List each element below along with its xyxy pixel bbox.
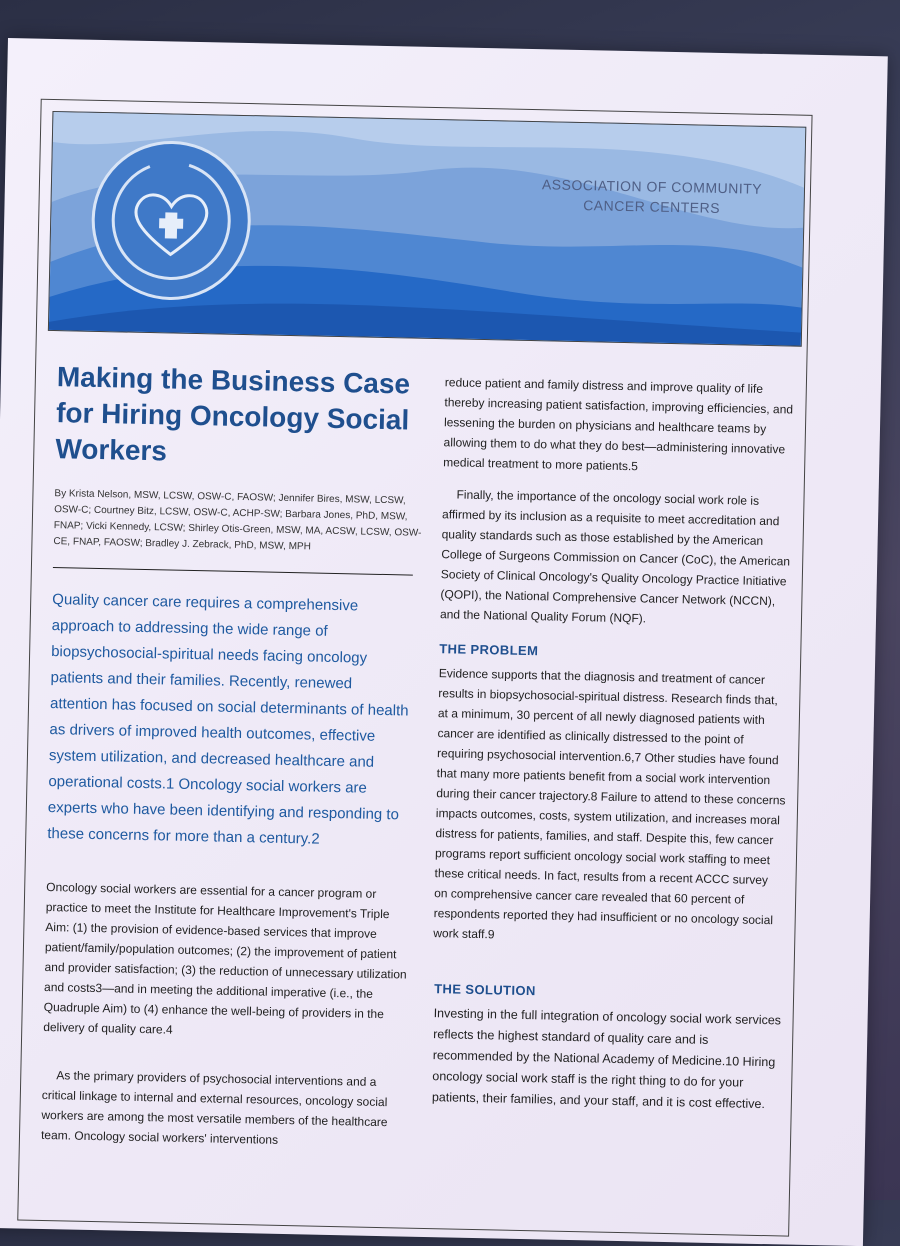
body-paragraph-providers: As the primary providers of psychosocial interventions and a critical linkage to internal and external resources, oncology social workers are among the most versatile members of the healthcare team. Oncology social workers' interventions <box>40 1068 388 1147</box>
intro-paragraph: Quality cancer care requires a comprehensive approach to addressing the wide range of biopsychosocial-spiritual needs facing oncology patients and their families. Recently, renewed attention has focused on social determinants of health as drivers of improved health outcomes, effective system utilization, and decreased healthcare and operational costs.1 Oncology social workers are experts who have been identifying and responding to these concerns for more than a century.2 <box>47 591 409 848</box>
body-paragraph-accreditation: Finally, the importance of the oncology social work role is affirmed by its inclusion as a requisite to meet accreditation and quality standards such as those established by the American College of Surgeons Commission on Cancer (CoC), the American Society of Clinical Oncology's Quality Oncology Practice Initiative (QOPI), the National Comprehensive Cancer Network (NCCN), and the National Quality Forum (NQF). <box>439 487 791 626</box>
body-paragraph-interventions: reduce patient and family distress and improve quality of life thereby increasing patient satisfaction, improving efficiencies, and lessening the burden on physicians and healthcare teams by allowing them to do what they do best—administering innovative medical treatment to more patients.5 <box>443 375 794 474</box>
solution-heading: THE SOLUTION <box>434 981 536 999</box>
wave-graphic <box>49 112 805 346</box>
org-line-2: CANCER CENTERS <box>583 197 721 216</box>
header-banner <box>48 111 806 347</box>
solution-paragraph: Investing in the full integration of oncology social work services reflects the highest standard of quality care and is recommended by the National Academy of Medicine.10 Hiring oncology social work staff is the right thing to do for your patients, their families, and your staff, and it is cost effective. <box>431 1006 782 1112</box>
org-line-1: ASSOCIATION OF COMMUNITY <box>541 176 763 197</box>
problem-heading: THE PROBLEM <box>439 641 539 659</box>
author-byline: By Krista Nelson, MSW, LCSW, OSW-C, FAOSW; Jennifer Bires, MSW, LCSW, OSW-C; Courtney Bitz, LCSW, OSW-C, ACHP-SW; Barbara Jones, PhD, MSW, FNAP; Vicki Kennedy, LCSW; Shirley Otis-Green, MSW, MA, ACSW, LCSW, OSW-CE, FNAP, FAOSW; Bradley J. Zebrack, PhD, MSW, MPH <box>53 488 422 553</box>
article-title: Making the Business Case for Hiring Oncology Social Workers <box>55 361 411 467</box>
organization-name <box>531 174 772 219</box>
body-paragraph-triple-aim: Oncology social workers are essential for a cancer program or practice to meet the Institute for Healthcare Improvement's Triple Aim: (1) the provision of evidence-based services that improve patient/family/population outcomes; (2) the improvement of patient and provider satisfaction; (3) the reduction of unnecessary utilization and costs3—and in meeting the additional imperative (i.e., the Quadruple Aim) to (4) enhance the well-being of providers in the delivery of quality care.4 <box>43 879 407 1037</box>
brochure-page <box>0 38 888 1246</box>
problem-paragraph: Evidence supports that the diagnosis and treatment of cancer results in biopsychosocial-spiritual distress. Research finds that, at a minimum, 30 percent of all newly diagnosed patients with cancer are identified as clinically distressed to the point of requiring psychosocial intervention.6,7 Other studies have found that many more patients benefit from a social work intervention during their cancer trajectory.8 Failure to attend to these concerns impacts outcomes, costs, system utilization, and increases moral distress for patients, families, and staff. Despite this, few cancer programs report sufficient oncology social work staffing to meet these critical needs. In fact, results from a recent ACCC survey on comprehensive cancer care revealed that 60 percent of respondents reported they had insufficient or no oncology social work staff.9 <box>433 666 786 942</box>
